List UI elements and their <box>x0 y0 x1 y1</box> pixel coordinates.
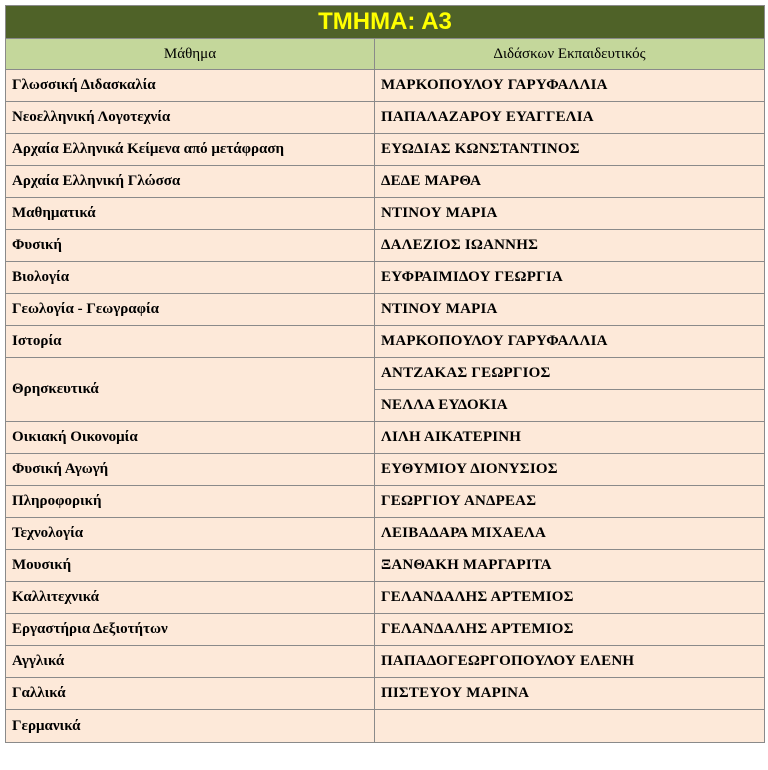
table-row <box>6 486 765 518</box>
teacher-cell: ΕΥΘΥΜΙΟΥ ΔΙΟΝΥΣΙΟΣ <box>375 454 765 486</box>
table-row <box>6 614 765 646</box>
teacher-cell: ΛΙΛΗ ΑΙΚΑΤΕΡΙΝΗ <box>375 422 765 454</box>
schedule-table-container <box>5 5 765 743</box>
subject-cell: Αρχαία Ελληνικά Κείμενα από μετάφραση <box>6 134 375 166</box>
teacher-cell: ΞΑΝΘΑΚΗ ΜΑΡΓΑΡΙΤΑ <box>375 550 765 582</box>
subject-cell: Γεωλογία - Γεωγραφία <box>6 294 375 326</box>
subject-cell: Φυσική Αγωγή <box>6 454 375 486</box>
subject-cell: Μουσική <box>6 550 375 582</box>
teacher-cell: ΔΑΛΕΖΙΟΣ ΙΩΑΝΝΗΣ <box>375 230 765 262</box>
table-row <box>6 70 765 102</box>
column-header-teacher: Διδάσκων Εκπαιδευτικός <box>375 39 765 70</box>
table-row <box>6 518 765 550</box>
table-row <box>6 358 765 390</box>
table-row <box>6 326 765 358</box>
subject-cell: Θρησκευτικά <box>6 358 375 422</box>
table-row <box>6 710 765 743</box>
teacher-cell: ΓΕΛΑΝΔΑΛΗΣ ΑΡΤΕΜΙΟΣ <box>375 614 765 646</box>
subject-cell: Οικιακή Οικονομία <box>6 422 375 454</box>
teacher-assignment-table <box>5 5 765 743</box>
teacher-cell: ΛΕΙΒΑΔΑΡΑ ΜΙΧΑΕΛΑ <box>375 518 765 550</box>
subject-cell: Καλλιτεχνικά <box>6 582 375 614</box>
subject-cell: Βιολογία <box>6 262 375 294</box>
table-row <box>6 582 765 614</box>
table-row <box>6 454 765 486</box>
teacher-cell: ΕΥΩΔΙΑΣ ΚΩΝΣΤΑΝΤΙΝΟΣ <box>375 134 765 166</box>
subject-cell: Ιστορία <box>6 326 375 358</box>
table-row <box>6 550 765 582</box>
table-row <box>6 198 765 230</box>
teacher-cell: ΠΑΠΑΔΟΓΕΩΡΓΟΠΟΥΛΟΥ ΕΛΕΝΗ <box>375 646 765 678</box>
subject-cell: Φυσική <box>6 230 375 262</box>
teacher-cell: ΕΥΦΡΑΙΜΙΔΟΥ ΓΕΩΡΓΙΑ <box>375 262 765 294</box>
subject-cell: Πληροφορική <box>6 486 375 518</box>
teacher-cell: ΜΑΡΚΟΠΟΥΛΟΥ ΓΑΡΥΦΑΛΛΙΑ <box>375 326 765 358</box>
subject-cell: Αρχαία Ελληνική Γλώσσα <box>6 166 375 198</box>
teacher-cell: ΔΕΔΕ ΜΑΡΘΑ <box>375 166 765 198</box>
subject-cell: Αγγλικά <box>6 646 375 678</box>
table-row <box>6 294 765 326</box>
column-header-subject: Μάθημα <box>6 39 375 70</box>
table-row <box>6 102 765 134</box>
teacher-cell: ΑΝΤΖΑΚΑΣ ΓΕΩΡΓΙΟΣ <box>375 358 765 390</box>
subject-cell: Γλωσσική Διδασκαλία <box>6 70 375 102</box>
teacher-cell: ΠΑΠΑΛΑΖΑΡΟΥ ΕΥΑΓΓΕΛΙΑ <box>375 102 765 134</box>
table-row <box>6 678 765 710</box>
teacher-cell <box>375 710 765 743</box>
subject-cell: Τεχνολογία <box>6 518 375 550</box>
subject-cell: Γερμανικά <box>6 710 375 743</box>
teacher-cell: ΝΤΙΝΟΥ ΜΑΡΙΑ <box>375 198 765 230</box>
teacher-cell: ΓΕΛΑΝΔΑΛΗΣ ΑΡΤΕΜΙΟΣ <box>375 582 765 614</box>
table-row <box>6 134 765 166</box>
teacher-cell: ΜΑΡΚΟΠΟΥΛΟΥ ΓΑΡΥΦΑΛΛΙΑ <box>375 70 765 102</box>
table-row <box>6 262 765 294</box>
table-row <box>6 166 765 198</box>
table-row <box>6 230 765 262</box>
teacher-cell: ΠΙΣΤΕΥΟΥ ΜΑΡΙΝΑ <box>375 678 765 710</box>
header-row <box>6 39 765 70</box>
teacher-cell: ΓΕΩΡΓΙΟΥ ΑΝΔΡΕΑΣ <box>375 486 765 518</box>
subject-cell: Γαλλικά <box>6 678 375 710</box>
teacher-cell: ΝΤΙΝΟΥ ΜΑΡΙΑ <box>375 294 765 326</box>
table-row <box>6 422 765 454</box>
subject-cell: Νεοελληνική Λογοτεχνία <box>6 102 375 134</box>
subject-cell: Μαθηματικά <box>6 198 375 230</box>
table-title: ΤΜΗΜΑ: Α3 <box>6 6 765 39</box>
subject-cell: Εργαστήρια Δεξιοτήτων <box>6 614 375 646</box>
teacher-cell: ΝΕΛΛΑ ΕΥΔΟΚΙΑ <box>375 390 765 422</box>
title-row <box>6 6 765 39</box>
table-row <box>6 646 765 678</box>
